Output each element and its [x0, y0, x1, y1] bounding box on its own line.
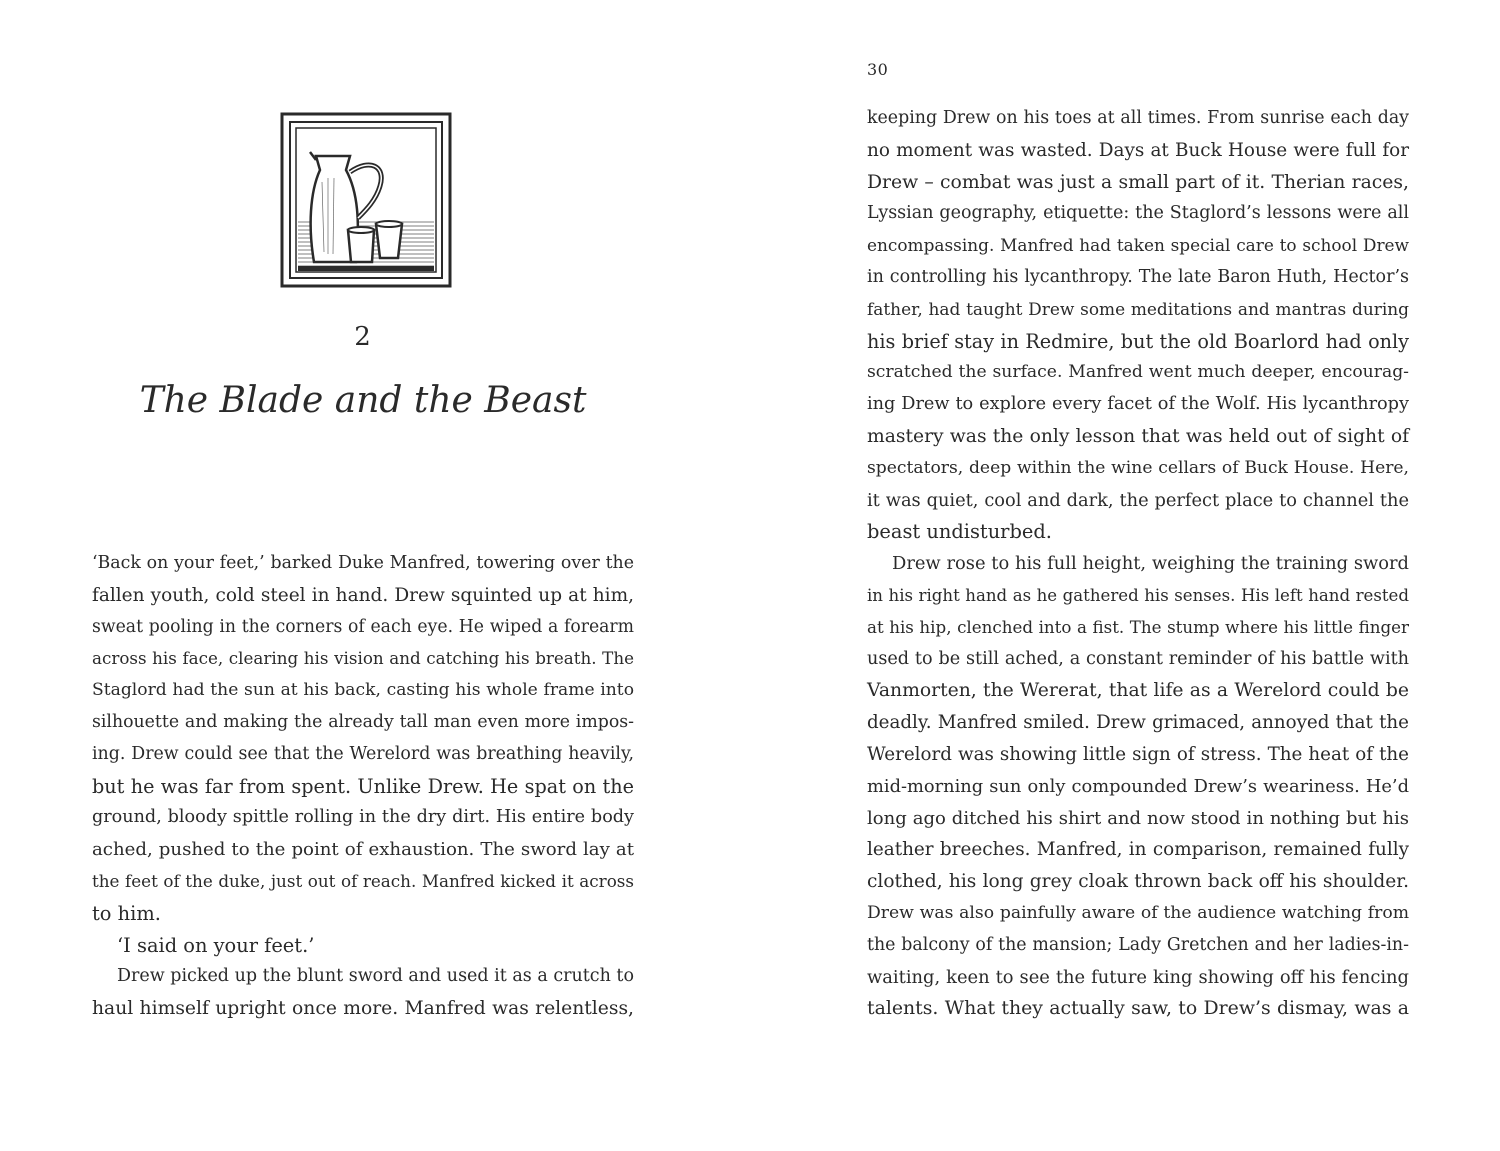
text-line: Drew picked up the blunt sword and used it as a crutch to: [117, 966, 634, 987]
chapter-number: 2: [354, 322, 372, 352]
text-line: it was quiet, cool and dark, the perfect place to channel the: [867, 489, 1409, 511]
text-line: ing Drew to explore every facet of the Wolf. His lycanthropy: [867, 394, 1409, 415]
text-line: beast undisturbed.: [867, 520, 1052, 544]
text-line: deadly. Manfred smiled. Drew grimaced, annoyed that the: [867, 712, 1409, 734]
text-line: mastery was the only lesson that was held out of sight of: [867, 425, 1409, 447]
text-line: leather breeches. Manfred, in comparison, remained fully: [867, 839, 1409, 861]
page-number: 30: [867, 60, 889, 79]
text-line: long ago ditched his shirt and now stood in nothing but his: [867, 807, 1409, 829]
text-line: Werelord was showing little sign of stress. The heat of the: [867, 743, 1409, 765]
text-line: ing. Drew could see that the Werelord was breathing heavily,: [92, 743, 634, 764]
chapter-title: The Blade and the Beast: [139, 380, 587, 421]
text-line: fallen youth, cold steel in hand. Drew squinted up at him,: [92, 584, 634, 606]
text-line: ground, bloody spittle rolling in the dry dirt. His entire body: [92, 807, 634, 828]
text-line: clothed, his long grey cloak thrown back off his shoulder.: [867, 871, 1409, 893]
text-line: the feet of the duke, just out of reach. Manfred kicked it across: [92, 870, 634, 891]
text-line: haul himself upright once more. Manfred was relentless,: [92, 998, 634, 1020]
text-line: keeping Drew on his toes at all times. From sunrise each day: [867, 108, 1409, 128]
text-line: to him.: [92, 901, 161, 925]
text-line: spectators, deep within the wine cellars of Buck House. Here,: [867, 457, 1409, 478]
text-line: ‘Back on your feet,’ barked Duke Manfred, towering over the: [92, 553, 634, 573]
text-line: across his face, clearing his vision and catching his breath. The: [92, 648, 634, 669]
text-line: Vanmorten, the Wererat, that life as a Werelord could be: [867, 680, 1409, 702]
right-page: [750, 0, 1500, 1151]
text-line: ached, pushed to the point of exhaustion. The sword lay at: [92, 839, 634, 861]
left-page-body: [92, 548, 634, 1025]
text-line: no moment was wasted. Days at Buck House were full for: [867, 139, 1409, 161]
text-line: mid-morning sun only compounded Drew’s weariness. He’d: [867, 775, 1409, 797]
text-line: Lyssian geography, etiquette: the Staglord’s lessons were all: [867, 203, 1409, 224]
text-line: used to be still ached, a constant reminder of his battle with: [867, 648, 1409, 669]
text-line: Drew was also painfully aware of the audience watching from: [867, 902, 1409, 923]
text-line: Drew – combat was just a small part of it. Therian races,: [867, 171, 1409, 193]
text-line: scratched the surface. Manfred went much deeper, encourag-: [867, 362, 1409, 383]
text-line: Drew rose to his full height, weighing the training sword: [892, 553, 1409, 575]
text-line: encompassing. Manfred had taken special care to school Drew: [867, 235, 1409, 256]
text-line: in his right hand as he gathered his senses. His left hand rested: [867, 585, 1409, 605]
text-line: Staglord had the sun at his back, casting his whole frame into: [92, 680, 634, 701]
right-page-body: [867, 103, 1409, 1025]
text-line: talents. What they actually saw, to Drew’s dismay, was a: [867, 997, 1409, 1020]
text-line: his brief stay in Redmire, but the old Boarlord had only: [867, 329, 1409, 353]
text-line: sweat pooling in the corners of each eye. He wiped a forearm: [92, 616, 634, 637]
text-line: in controlling his lycanthropy. The late Baron Huth, Hector’s: [867, 266, 1409, 287]
text-line: at his hip, clenched into a fist. The stump where his little finger: [867, 616, 1409, 637]
text-line: the balcony of the mansion; Lady Gretchen and her ladies-in-: [867, 934, 1409, 955]
text-line: ‘I said on your feet.’: [117, 933, 315, 957]
text-line: but he was far from spent. Unlike Drew. He spat on the: [92, 774, 634, 798]
text-line: silhouette and making the already tall man even more impos-: [92, 711, 634, 732]
jug-and-cups-icon: [280, 112, 452, 288]
text-line: waiting, keen to see the future king showing off his fencing: [867, 966, 1409, 988]
text-line: father, had taught Drew some meditations and mantras during: [867, 298, 1409, 319]
